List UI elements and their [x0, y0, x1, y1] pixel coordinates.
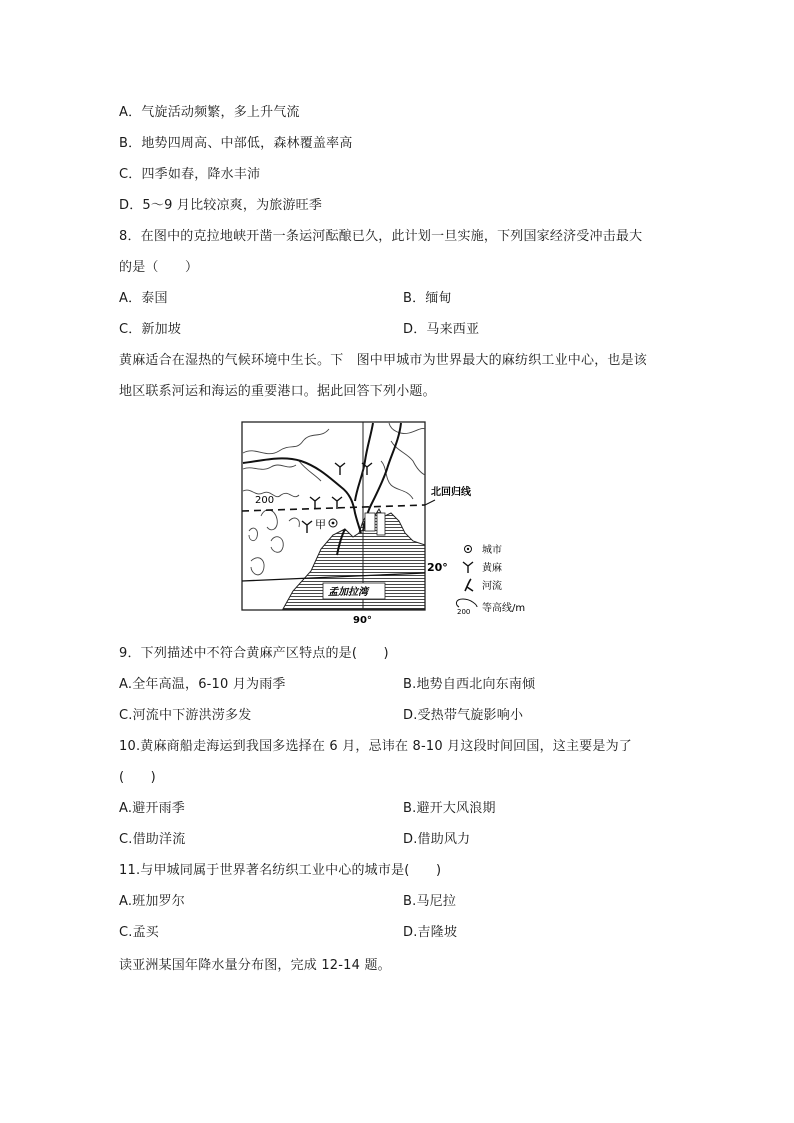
legend-contour-icon	[456, 599, 477, 607]
q10-option-a: A.避开雨季	[119, 801, 185, 816]
tropic-of-cancer-label: 北回归线	[431, 487, 471, 498]
jute-region-map	[241, 421, 551, 626]
q10-option-b: B.避开大风浪期	[403, 801, 496, 816]
q9-option-b: B.地势自西北向东南倾	[403, 677, 536, 692]
q11-option-d: D.吉隆坡	[403, 925, 458, 940]
legend-city-label: 城市	[482, 545, 502, 556]
legend-contour-label: 等高线/m	[482, 603, 526, 614]
q11-stem: 11.与甲城同属于世界著名纺织工业中心的城市是( )	[119, 863, 442, 878]
latitude-20-label: 20°	[427, 561, 448, 574]
city-jia-label: 甲	[315, 518, 326, 531]
q9-stem: 9．下列描述中不符合黄麻产区特点的是( )	[119, 646, 389, 661]
q12-intro: 读亚洲某国年降水量分布图，完成 12-14 题。	[119, 958, 391, 973]
delta-island	[377, 513, 385, 535]
city-jia-marker	[329, 519, 337, 527]
legend-jute-icon	[463, 562, 473, 573]
q8-option-c: C．新加坡	[119, 322, 182, 337]
q9-option-d: D.受热带气旋影响小	[403, 708, 524, 723]
tropic-leader-line	[425, 500, 435, 505]
q8-stem-line1: 8．在图中的克拉地峡开凿一条运河酝酿已久，此计划一旦实施，下列国家经济受冲击最大	[119, 229, 643, 244]
q11-option-b: B.马尼拉	[403, 894, 457, 909]
q7-option-c: C．四季如春，降水丰沛	[119, 167, 261, 182]
legend-river-label: 河流	[482, 581, 502, 592]
q7-option-b: B．地势四周高、中部低，森林覆盖率高	[119, 136, 353, 151]
legend-jute-label: 黄麻	[482, 563, 502, 574]
q7-option-a: A．气旋活动频繁，多上升气流	[119, 105, 300, 120]
q8-option-b: B．缅甸	[403, 291, 452, 306]
q11-option-c: C.孟买	[119, 925, 160, 940]
q10-stem-line1: 10.黄麻商船走海运到我国多选择在 6 月，忌讳在 8-10 月这段时间回国，这主要是为了	[119, 739, 632, 754]
contour-200-label: 200	[255, 495, 275, 506]
q7-option-d: D．5～9 月比较凉爽，为旅游旺季	[119, 198, 323, 213]
q10-stem-line2: ( )	[119, 770, 156, 785]
map-legend	[456, 543, 525, 616]
bay-of-bengal-label: 孟加拉湾	[328, 587, 368, 598]
q8-option-a: A．泰国	[119, 291, 168, 306]
q11-option-a: A.班加罗尔	[119, 894, 185, 909]
q9-option-c: C.河流中下游洪涝多发	[119, 708, 252, 723]
intro-line1: 黄麻适合在湿热的气候环境中生长。下 图中甲城市为世界最大的麻纺织工业中心，也是该	[119, 353, 648, 368]
intro-line2: 地区联系河运和海运的重要港口。据此回答下列小题。	[119, 384, 436, 399]
legend-river-icon	[465, 579, 473, 591]
delta-island	[365, 513, 375, 531]
longitude-90-label: 90°	[353, 615, 372, 626]
legend-contour-value: 200	[457, 608, 471, 616]
q10-option-d: D.借助风力	[403, 832, 471, 847]
q8-stem-line2: 的是（ ）	[119, 260, 199, 275]
q10-option-c: C.借助洋流	[119, 832, 186, 847]
q8-option-d: D．马来西亚	[403, 322, 480, 337]
q9-option-a: A.全年高温，6-10 月为雨季	[119, 677, 286, 692]
